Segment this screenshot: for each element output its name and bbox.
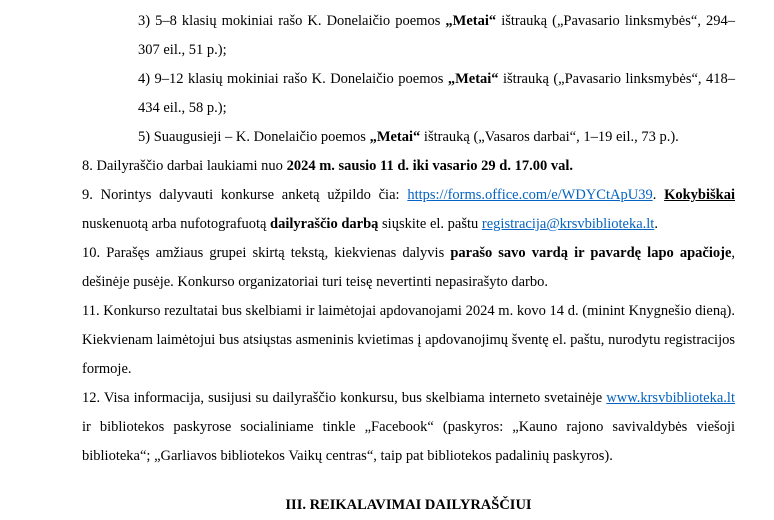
paragraph-11 bbox=[82, 297, 735, 384]
poem-title: „Metai“ bbox=[369, 129, 421, 145]
text-run: . bbox=[654, 216, 658, 232]
section-heading: III. REIKALAVIMAI DAILYRAŠČIUI bbox=[285, 497, 532, 513]
text-run: siųskite el. paštu bbox=[378, 216, 482, 232]
text-run: ištrauką („Pavasario linksmybės“, 418–434 eil., 58 p.); bbox=[138, 71, 736, 116]
poem-title: „Metai“ bbox=[447, 71, 499, 87]
text-run: 9. Norintys dalyvauti konkurse anketą užpildo čia: bbox=[82, 187, 408, 203]
emphasis-signature: parašo savo vardą ir pavardę lapo apačioje bbox=[450, 245, 732, 261]
text-run: 8. Dailyraščio darbai laukiami nuo bbox=[82, 158, 287, 174]
text-run: . bbox=[652, 187, 665, 203]
paragraph-10 bbox=[82, 239, 735, 297]
poem-title: „Metai“ bbox=[445, 13, 497, 29]
library-website-link[interactable]: www.krsvbiblioteka.lt bbox=[606, 390, 735, 406]
emphasis-kokybiskai: Kokybiškai bbox=[664, 187, 736, 203]
text-run: 3) 5–8 klasių mokiniai rašo K. Donelaičio poemos bbox=[138, 13, 446, 29]
list-item-3 bbox=[82, 7, 735, 65]
text-run: 5) Suaugusieji – K. Donelaičio poemos bbox=[138, 129, 370, 145]
text-run: 12. Visa informacija, susijusi su dailyraščio konkursu, bus skelbiama interneto svetainėje bbox=[82, 390, 607, 406]
paragraph-8 bbox=[82, 152, 735, 181]
text-run: ištrauką („Vasaros darbai“, 1–19 eil., 73 p.). bbox=[420, 129, 679, 145]
list-item-4 bbox=[82, 65, 735, 123]
paragraph-12 bbox=[82, 384, 735, 471]
text-run: , dešinėje pusėje. Konkurso organizatoriai turi teisę nevertinti nepasirašyto darbo. bbox=[82, 245, 736, 290]
text-run: 4) 9–12 klasių mokiniai rašo K. Donelaičio poemos bbox=[138, 71, 448, 87]
list-item-2-tail bbox=[82, 0, 735, 7]
list-item-5 bbox=[82, 123, 735, 152]
emphasis-darba: dailyraščio darbą bbox=[270, 216, 379, 232]
text-run: ir bibliotekos paskyrose socialiniame tinkle „Facebook“ (paskyros: „Kauno rajono savivaldybės viešoji biblioteka“; „Garliavos bibliotekos Vaikų centras“, taip pat bibliotekos padalinių paskyros). bbox=[82, 419, 735, 464]
text-run: ištrauką („Pavasario linksmybės“, 294–307 eil., 51 p.); bbox=[138, 13, 735, 58]
text-run: 11. Konkurso rezultatai bus skelbiami ir laimėtojai apdovanojami 2024 m. kovo 14 d. (minint Knygnešio dieną). Kiekvienam laimėtojui bus atsiųstas asmeninis kvietimas į apdovanojimų šventę el. paštu, nurodytu registracijos formoje. bbox=[82, 303, 735, 377]
text-run: nuskenuotą arba nufotografuotą bbox=[82, 216, 271, 232]
text-run: 10. Parašęs amžiaus grupei skirtą tekstą, kiekvienas dalyvis bbox=[82, 245, 451, 261]
deadline-dates: 2024 m. sausio 11 d. iki vasario 29 d. 17.00 val. bbox=[286, 158, 573, 174]
paragraph-9 bbox=[82, 181, 735, 239]
registration-email-link[interactable]: registracija@krsvbiblioteka.lt bbox=[481, 216, 655, 232]
registration-form-link[interactable]: https://forms.office.com/e/WDYCtApU39 bbox=[407, 187, 653, 203]
